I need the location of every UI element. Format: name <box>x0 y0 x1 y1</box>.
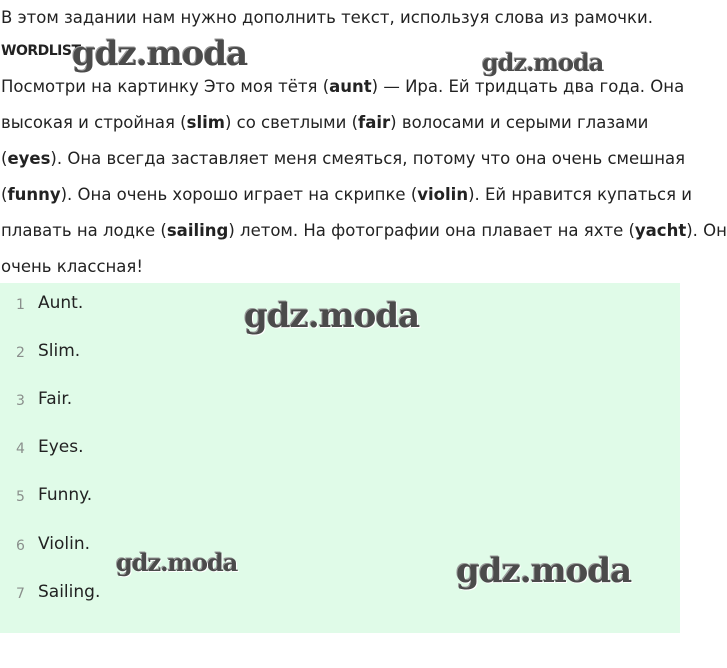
story-fragment: ) со светлыми ( <box>224 113 359 132</box>
story-text <box>1 69 727 285</box>
story-fragment: ( <box>1 185 8 204</box>
answer-number: 1 <box>16 297 25 313</box>
answer-keyword: yacht <box>634 221 687 240</box>
story-fragment: ) волосами и серыми глазами <box>390 113 649 132</box>
story-fragment: ). Она очень хорошо играет на скрипке ( <box>60 185 418 204</box>
answer-text: Aunt. <box>38 293 84 313</box>
answer-keyword: sailing <box>166 221 229 240</box>
answer-item <box>0 485 680 515</box>
answer-item <box>0 437 680 467</box>
answer-number: 2 <box>16 345 25 361</box>
answer-text: Eyes. <box>38 437 84 457</box>
story-line <box>1 177 693 213</box>
story-line <box>1 141 686 177</box>
answer-item <box>0 341 680 371</box>
story-fragment: ( <box>1 149 8 168</box>
watermark: gdz.moda <box>72 34 248 74</box>
watermark: gdz.moda <box>116 548 238 577</box>
story-fragment: высокая и стройная ( <box>1 113 187 132</box>
watermark: gdz.moda <box>482 48 604 77</box>
answer-keyword: funny <box>7 185 61 204</box>
story-fragment: ). Она всегда заставляет меня смеяться, потому что она очень смешная <box>50 149 686 168</box>
story-fragment: ). Ей нравится купаться и <box>468 185 693 204</box>
story-line <box>1 249 679 285</box>
answer-keyword: slim <box>186 113 225 132</box>
story-fragment: очень классная! <box>1 257 143 276</box>
task-intro: В этом задании нам нужно дополнить текст, используя слова из рамочки. <box>1 8 653 27</box>
watermark: gdz.moda <box>456 551 632 591</box>
answer-keyword: violin <box>417 185 469 204</box>
answer-text: Violin. <box>38 534 91 554</box>
answer-number: 6 <box>16 538 25 554</box>
answer-text: Sailing. <box>38 582 101 602</box>
wordlist-label: WORDLIST <box>1 43 81 59</box>
answer-text: Slim. <box>38 341 81 361</box>
story-fragment: ) — Ира. Ей тридцать два года. Она <box>371 77 685 96</box>
answer-text: Funny. <box>38 485 93 505</box>
answer-keyword: fair <box>358 113 391 132</box>
story-fragment: ). Он <box>686 221 727 240</box>
answer-keyword: aunt <box>329 77 372 96</box>
story-fragment: ) летом. На фотографии она плавает на яхте ( <box>228 221 635 240</box>
answer-item <box>0 389 680 419</box>
answer-number: 5 <box>16 489 25 505</box>
story-fragment: плавать на лодке ( <box>1 221 167 240</box>
story-line <box>1 105 679 141</box>
answer-number: 4 <box>16 441 25 457</box>
watermark: gdz.moda <box>244 296 420 336</box>
answer-keyword: eyes <box>7 149 51 168</box>
story-fragment: Посмотри на картинку Это моя тётя ( <box>1 77 330 96</box>
answer-text: Fair. <box>38 389 73 409</box>
answer-number: 7 <box>16 586 25 602</box>
answer-number: 3 <box>16 393 25 409</box>
story-line <box>1 213 727 249</box>
